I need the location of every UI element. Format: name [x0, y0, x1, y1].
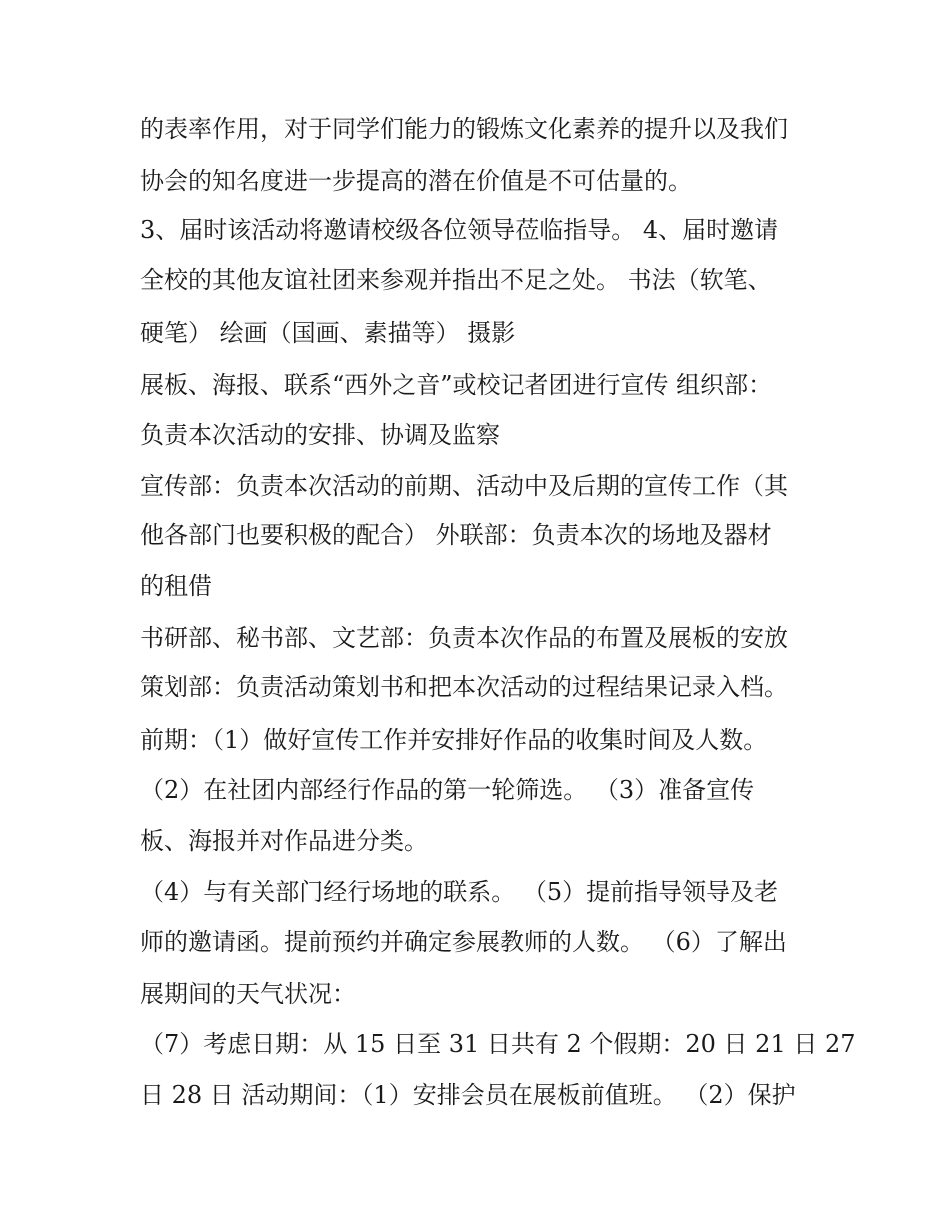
text-line: 3、届时该活动将邀请校级各位领导莅临指导。 4、届时邀请 [140, 216, 779, 244]
text-line: 协会的知名度进一步提高的潜在价值是不可估量的。 [140, 167, 692, 195]
text-line: 前期：（1）做好宣传工作并安排好作品的收集时间及人数。 [140, 726, 768, 754]
text-line: 全校的其他友谊社团来参观并指出不足之处。 书法（软笔、 [140, 266, 772, 294]
text-line: 书研部、秘书部、文艺部：负责本次作品的布置及展板的安放 [140, 624, 788, 652]
text-line: 日 28 日 活动期间：（1）安排会员在展板前值班。 （2）保护 [140, 1081, 796, 1109]
text-line: 板、海报并对作品进分类。 [140, 827, 428, 855]
text-line: 宣传部：负责本次活动的前期、活动中及后期的宣传工作（其 [140, 472, 788, 500]
text-line: （4）与有关部门经行场地的联系。 （5）提前指导领导及老 [140, 878, 779, 906]
text-line: 师的邀请函。提前预约并确定参展教师的人数。 （6）了解出 [140, 928, 787, 956]
text-line: 的表率作用，对于同学们能力的锻炼文化素养的提升以及我们 [140, 115, 788, 143]
text-line: （7）考虑日期：从 15 日至 31 日共有 2 个假期：20 日 21 日 27 [140, 1030, 856, 1058]
text-line: （2）在社团内部经行作品的第一轮筛选。 （3）准备宣传 [140, 776, 755, 804]
text-line: 策划部：负责活动策划书和把本次活动的过程结果记录入档。 [140, 673, 788, 701]
text-line: 负责本次活动的安排、协调及监察 [140, 421, 500, 449]
text-line: 的租借 [140, 572, 212, 600]
text-line: 硬笔） 绘画（国画、素描等） 摄影 [140, 319, 516, 347]
text-line: 他各部门也要积极的配合） 外联部：负责本次的场地及器材 [140, 521, 772, 549]
text-line: 展板、海报、联系“西外之音”或校记者团进行宣传 组织部： [140, 371, 773, 399]
text-line: 展期间的天气状况： [140, 980, 356, 1008]
